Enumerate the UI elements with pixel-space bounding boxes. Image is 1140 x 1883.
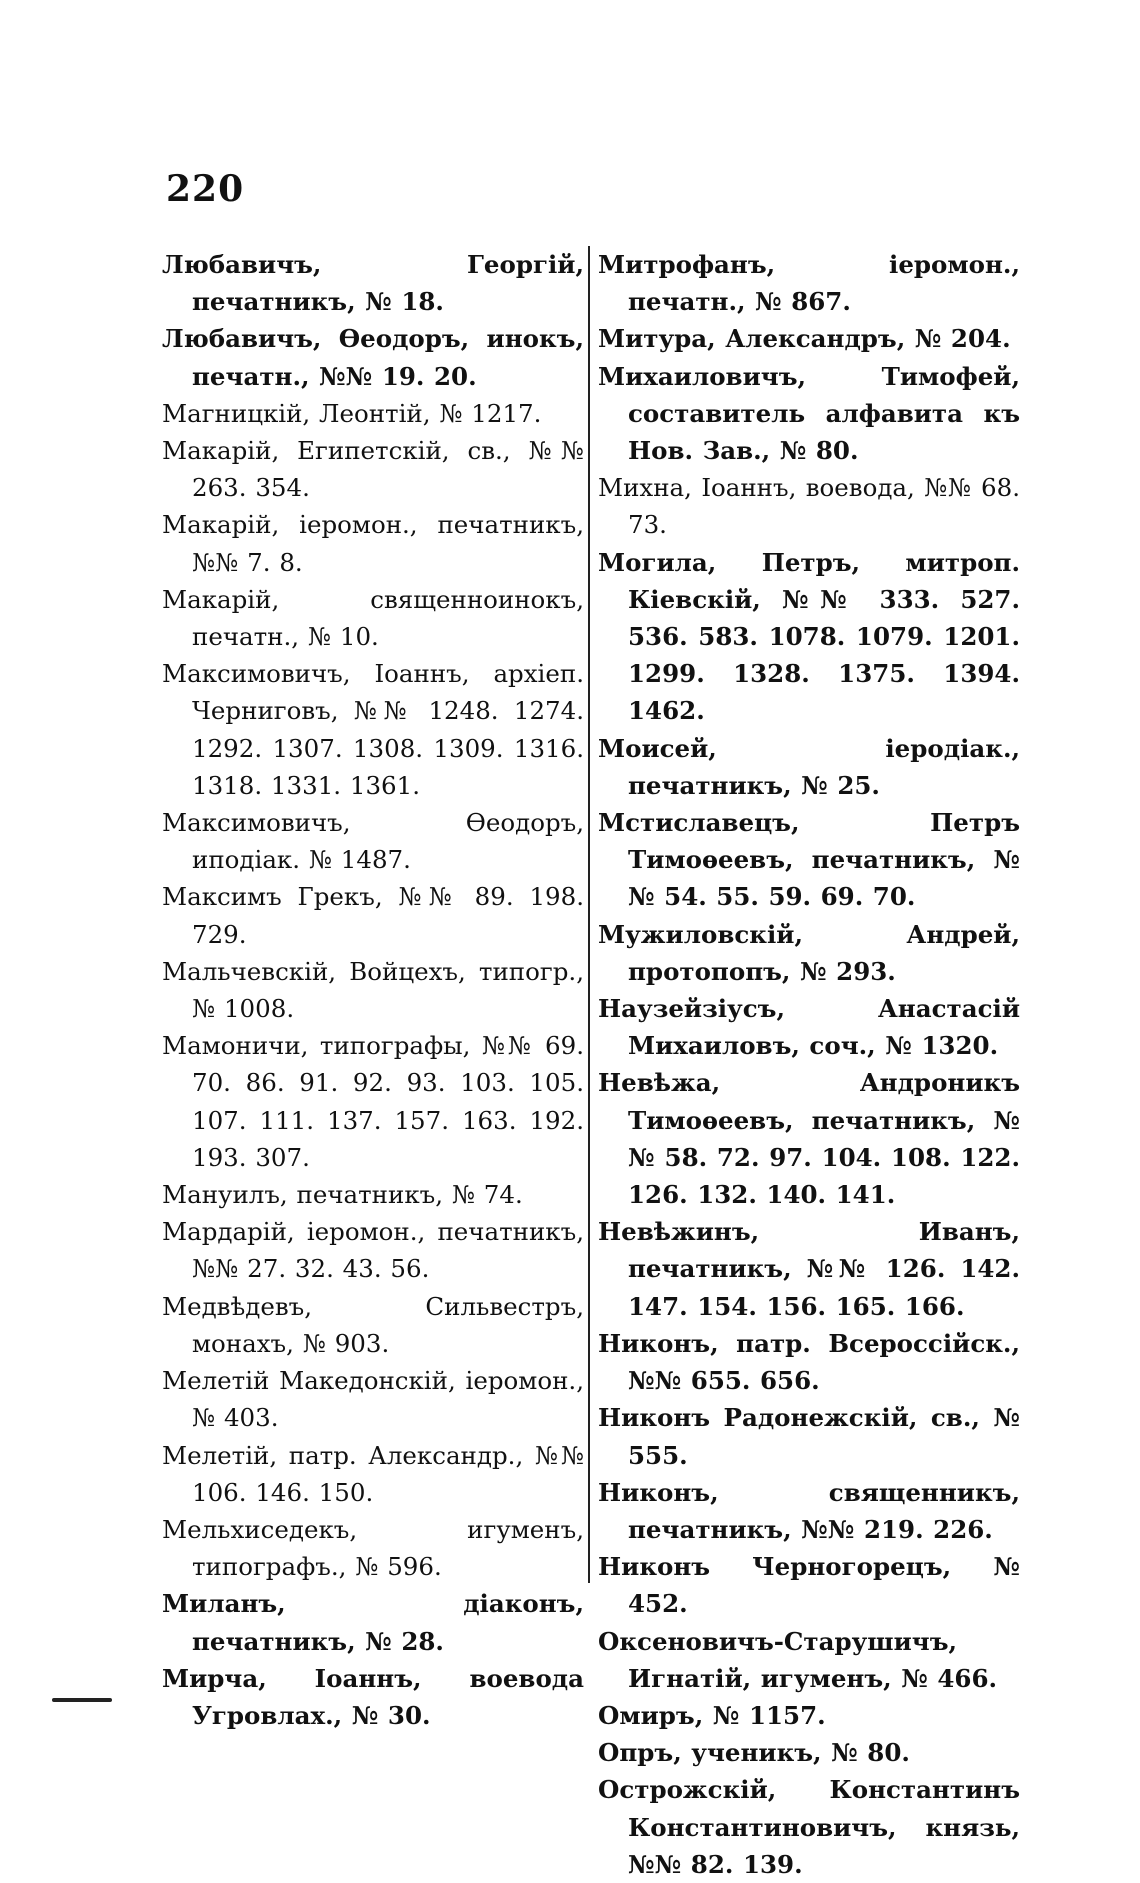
left-column — [162, 246, 584, 1734]
index-entry: Макарій, іеромон., печатникъ, №№ 7. 8. — [162, 510, 584, 577]
margin-mark — [52, 1698, 112, 1702]
column-divider — [588, 246, 590, 1583]
index-entry: Мардарій, іеромон., печатникъ, №№ 27. 32. 43. 56. — [162, 1217, 584, 1284]
index-entry: Митура, Александръ, № 204. — [598, 324, 1011, 354]
right-column — [598, 246, 1020, 1883]
index-entry: Максимъ Грекъ, №№ 89. 198. 729. — [162, 882, 584, 949]
index-entry: Никонъ Радонежскій, св., № 555. — [598, 1403, 1020, 1470]
index-entry: Мелетій Македонскій, іеромон., № 403. — [162, 1366, 584, 1433]
index-entry: Максимовичъ, Іоаннъ, архіеп. Черниговъ, №№ 1248. 1274. 1292. 1307. 1308. 1309. 1316. 1318. 1331. 1361. — [162, 659, 584, 800]
index-entry: Невѣжа, Андроникъ Тимоѳеевъ, печатникъ, №№ 58. 72. 97. 104. 108. 122. 126. 132. 140. 141. — [598, 1068, 1020, 1210]
index-entry: Любавичъ, Ѳеодоръ, инокъ, печатн., №№ 19. 20. — [162, 324, 584, 391]
index-entry: Острожскій, Константинъ Константиновичъ, князь, №№ 82. 139. — [598, 1775, 1020, 1879]
index-entry: Михаиловичъ, Тимофей, составитель алфавита къ Нов. Зав., № 80. — [598, 361, 1020, 466]
index-entry: Мирча, Іоаннъ, воевода Угровлах., № 30. — [162, 1663, 584, 1730]
index-entry: Макарій, Египетскій, св., №№ 263. 354. — [162, 436, 584, 503]
index-entry: Любавичъ, Георгій, печатникъ, № 18. — [162, 250, 584, 317]
index-entry: Мамоничи, типографы, №№ 69. 70. 86. 91. 92. 93. 103. 105. 107. 111. 137. 157. 163. 192. 193. 307. — [162, 1031, 584, 1172]
page-number: 220 — [166, 168, 245, 210]
index-entry: Мстиславецъ, Петръ Тимоѳеевъ, печатникъ, №№ 54. 55. 59. 69. 70. — [598, 808, 1020, 912]
index-entry: Мельхиседекъ, игуменъ, типографъ., № 596. — [162, 1514, 584, 1582]
index-entry: Никонъ, священникъ, печатникъ, №№ 219. 226. — [598, 1477, 1020, 1544]
index-entry: Миланъ, діаконъ, печатникъ, № 28. — [162, 1589, 584, 1656]
index-entry: Мужиловскій, Андрей, протопопъ, № 293. — [598, 919, 1020, 986]
index-entry: Мануилъ, печатникъ, № 74. — [162, 1180, 523, 1210]
index-entry: Макарій, священноинокъ, печатн., № 10. — [162, 584, 584, 652]
index-entry: Михна, Іоаннъ, воевода, №№ 68. 73. — [598, 473, 1020, 540]
index-entry: Мелетій, патр. Александр., №№ 106. 146. 150. — [162, 1440, 584, 1507]
index-entry: Невѣжинъ, Иванъ, печатникъ, №№ 126. 142. 147. 154. 156. 165. 166. — [598, 1217, 1020, 1321]
index-entry: Митрофанъ, іеромон., печатн., № 867. — [598, 250, 1020, 317]
index-entry: Магницкій, Леонтій, № 1217. — [162, 398, 542, 428]
index-entry: Могила, Петръ, митроп. Кіевскій, №№ 333. 527. 536. 583. 1078. 1079. 1201. 1299. 1328. 1375. 1394. 1462. — [598, 547, 1020, 726]
index-entry: Никонъ Черногорецъ, № 452. — [598, 1552, 1020, 1619]
index-entry: Моисей, іеродіак., печатникъ, № 25. — [598, 733, 1020, 800]
index-entry: Омиръ, № 1157. — [598, 1700, 826, 1730]
index-entry: Оксеновичъ-Старушичъ, Игнатій, игуменъ, № 466. — [598, 1626, 998, 1693]
index-entry: Медвѣдевъ, Сильвестръ, монахъ, № 903. — [162, 1291, 584, 1358]
index-entry: Мальчевскій, Войцехъ, типогр., № 1008. — [162, 956, 584, 1024]
index-entry: Опръ, ученикъ, № 80. — [598, 1738, 910, 1768]
index-entry: Наузейзіусъ, Анастасій Михаиловъ, соч., № 1320. — [598, 994, 1020, 1061]
index-entry: Максимовичъ, Ѳеодоръ, иподіак. № 1487. — [162, 808, 584, 875]
index-entry: Никонъ, патр. Всероссійск., №№ 655. 656. — [598, 1328, 1020, 1396]
